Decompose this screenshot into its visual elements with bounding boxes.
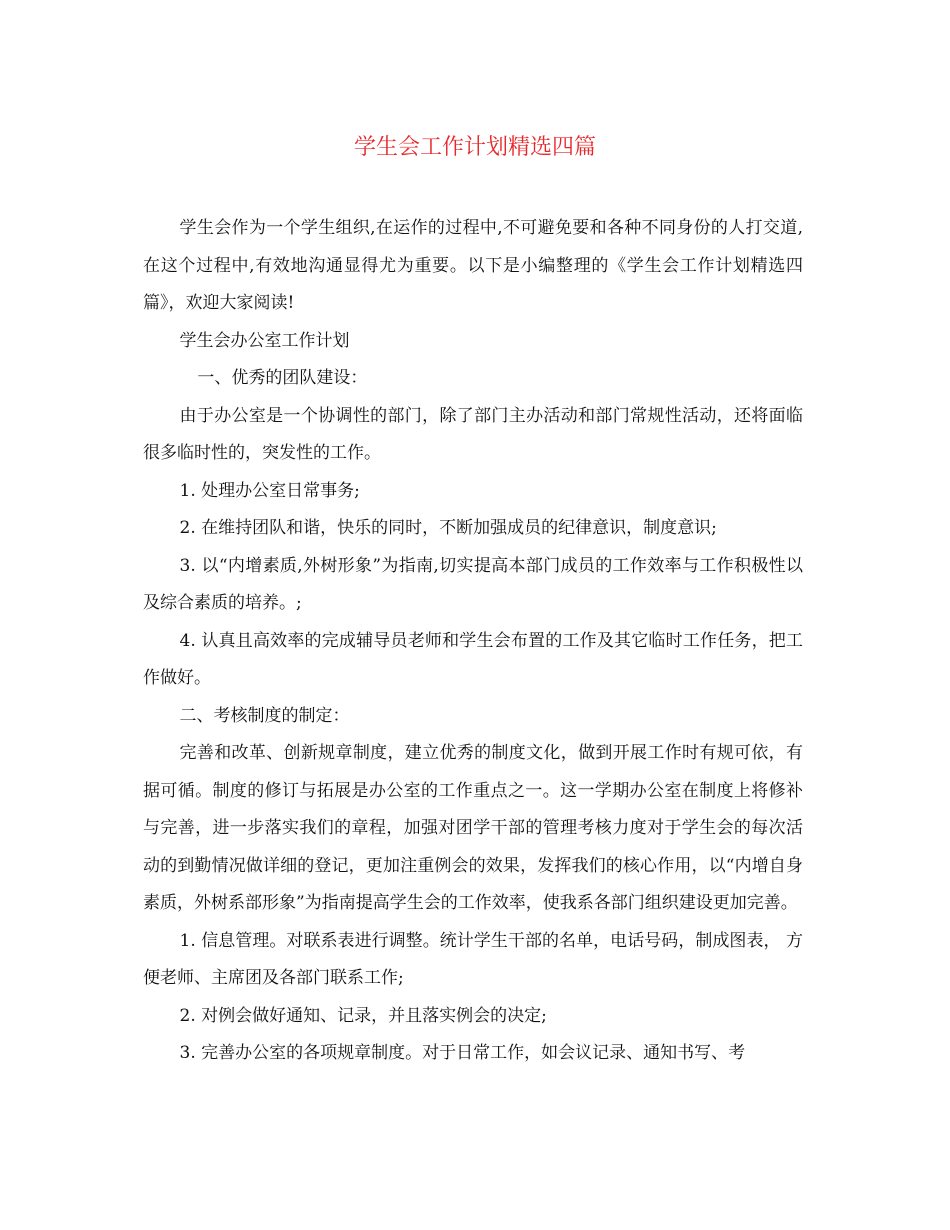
list-item-1: 1. 处理办公室日常事务; xyxy=(179,480,360,501)
subheading-assessment-system: 二、考核制度的制定： xyxy=(179,705,350,726)
document-title: 学生会工作计划精选四篇 xyxy=(353,135,596,160)
section-heading-office-plan: 学生会办公室工作计划 xyxy=(179,330,350,351)
list-item-rules: 3. 完善办公室的各项规章制度。对于日常工作，如会议记录、通知书写、考 xyxy=(179,1043,746,1063)
list-item-info-management: 1. 信息管理。对联系表进行调整。统计学生干部的名单，电话号码，制成图表， 方便老师、主席团及各部门联系工作; xyxy=(143,930,803,988)
paragraph-assessment-system: 完善和改革、创新规章制度，建立优秀的制度文化，做到开展工作时有规可依，有据可循。制度的修订与拓展是办公室的工作重点之一。这一学期办公室在制度上将修补与完善，进一步落实我们的章程，加强对团学干部的管理考核力度对于学生会的每次活动的到勤情况做详细的登记，更加注重例会的效果，发挥我们的核心作用，以“内增自身素质，外树系部形象”为指南提高学生会的工作效率，使我系各部门组织建设更加完善。 xyxy=(143,743,803,913)
list-item-meeting-notice: 2. 对例会做好通知、记录，并且落实例会的决定; xyxy=(179,1005,547,1026)
paragraph-office-role: 由于办公室是一个协调性的部门，除了部门主办活动和部门常规性活动，还将面临很多临时性的，突发性的工作。 xyxy=(143,405,803,463)
intro-paragraph: 学生会作为一个学生组织,在运作的过程中,不可避免要和各种不同身份的人打交道,在这个过程中,有效地沟通显得尤为重要。以下是小编整理的《学生会工作计划精选四篇》，欢迎大家阅读! xyxy=(143,218,803,313)
list-item-2: 2. 在维持团队和谐，快乐的同时，不断加强成员的纪律意识，制度意识; xyxy=(179,518,717,538)
list-item-4: 4. 认真且高效率的完成辅导员老师和学生会布置的工作及其它临时工作任务，把工作做好。 xyxy=(143,630,803,688)
list-item-3: 3. 以“内增素质,外树形象”为指南,切实提高本部门成员的工作效率与工作积极性以及综合素质的培养。; xyxy=(143,555,803,613)
subheading-team-building: 一、优秀的团队建设： xyxy=(197,368,368,388)
document-body xyxy=(143,210,803,1073)
